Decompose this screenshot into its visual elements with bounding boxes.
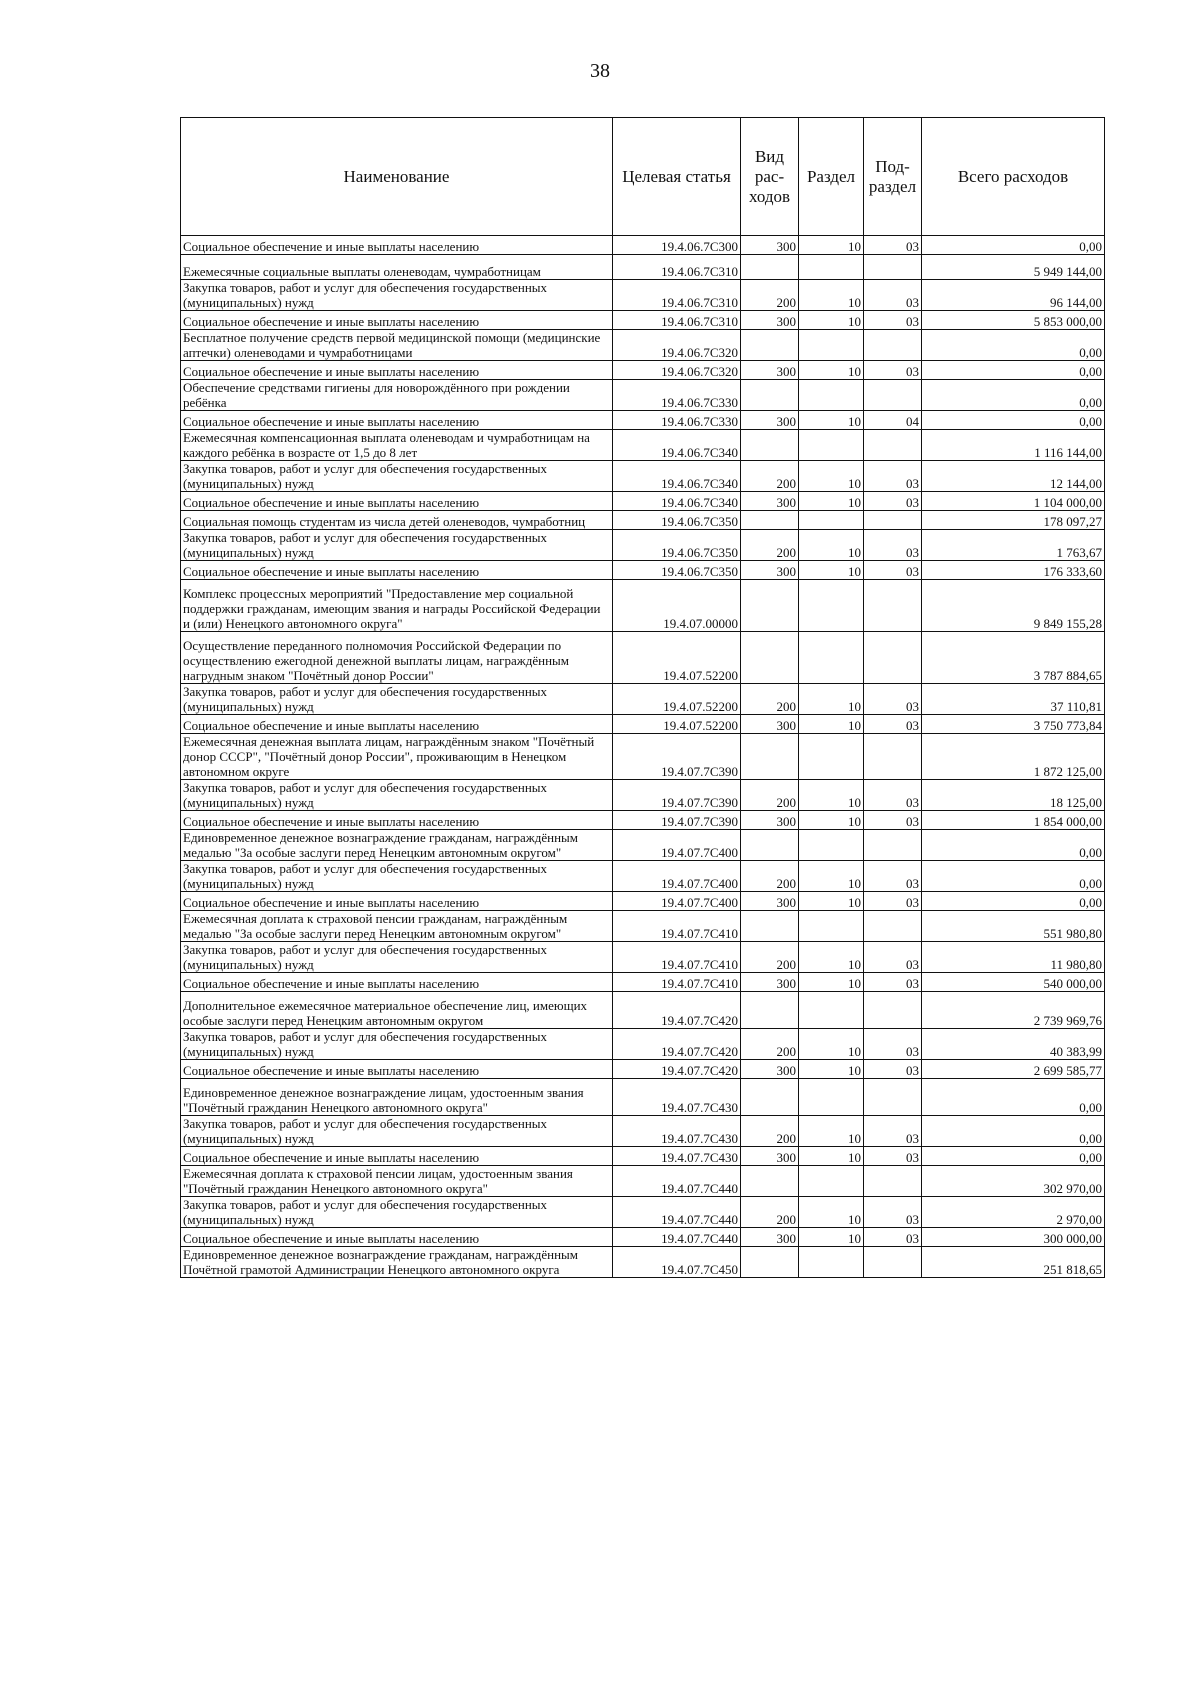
row-subsection-cell: 03 bbox=[864, 780, 922, 811]
row-subsection-cell bbox=[864, 255, 922, 280]
row-section-cell: 10 bbox=[799, 561, 864, 580]
table-row bbox=[181, 861, 1105, 892]
row-subsection-cell: 03 bbox=[864, 973, 922, 992]
table-row bbox=[181, 1029, 1105, 1060]
table-row bbox=[181, 511, 1105, 530]
row-total-cell: 0,00 bbox=[922, 330, 1105, 361]
row-subsection-cell: 03 bbox=[864, 311, 922, 330]
row-target-article-cell: 19.4.07.00000 bbox=[613, 580, 741, 632]
row-total-cell: 176 333,60 bbox=[922, 561, 1105, 580]
row-name-cell: Закупка товаров, работ и услуг для обеспечения государственных (муниципальных) нужд bbox=[181, 780, 613, 811]
row-target-article-cell: 19.4.07.7С450 bbox=[613, 1247, 741, 1278]
row-target-article-cell: 19.4.07.7С400 bbox=[613, 892, 741, 911]
table-row bbox=[181, 632, 1105, 684]
table-row bbox=[181, 1247, 1105, 1278]
row-section-cell bbox=[799, 380, 864, 411]
row-target-article-cell: 19.4.06.7С320 bbox=[613, 330, 741, 361]
row-target-article-cell: 19.4.07.7С440 bbox=[613, 1228, 741, 1247]
row-total-cell: 1 872 125,00 bbox=[922, 734, 1105, 780]
table-row bbox=[181, 330, 1105, 361]
row-total-cell: 300 000,00 bbox=[922, 1228, 1105, 1247]
row-section-cell: 10 bbox=[799, 1147, 864, 1166]
row-subsection-cell: 03 bbox=[864, 942, 922, 973]
row-section-cell: 10 bbox=[799, 684, 864, 715]
row-section-cell: 10 bbox=[799, 1029, 864, 1060]
table-row bbox=[181, 236, 1105, 255]
table-row bbox=[181, 780, 1105, 811]
row-total-cell: 540 000,00 bbox=[922, 973, 1105, 992]
row-section-cell: 10 bbox=[799, 1060, 864, 1079]
column-header-target-article: Целевая статья bbox=[613, 118, 741, 236]
table-row bbox=[181, 973, 1105, 992]
row-name-cell: Закупка товаров, работ и услуг для обеспечения государственных (муниципальных) нужд bbox=[181, 1116, 613, 1147]
budget-table bbox=[180, 117, 1105, 1278]
row-total-cell: 0,00 bbox=[922, 361, 1105, 380]
row-target-article-cell: 19.4.07.7С420 bbox=[613, 1060, 741, 1079]
row-target-article-cell: 19.4.07.7С390 bbox=[613, 734, 741, 780]
row-section-cell: 10 bbox=[799, 361, 864, 380]
row-name-cell: Социальное обеспечение и иные выплаты населению bbox=[181, 1228, 613, 1247]
row-expense-type-cell bbox=[741, 430, 799, 461]
row-name-cell: Ежемесячная доплата к страховой пенсии гражданам, награждённым медалью "За особые заслуги перед Ненецким автономным округом" bbox=[181, 911, 613, 942]
row-expense-type-cell: 300 bbox=[741, 1147, 799, 1166]
row-name-cell: Ежемесячная доплата к страховой пенсии лицам, удостоенным звания "Почётный гражданин Ненецкого автономного округа" bbox=[181, 1166, 613, 1197]
table-row bbox=[181, 1116, 1105, 1147]
row-name-cell: Комплекс процессных мероприятий "Предоставление мер социальной поддержки гражданам, имеющим звания и награды Российской Федерации и (или) Ненецкого автономного округа" bbox=[181, 580, 613, 632]
table-row bbox=[181, 430, 1105, 461]
row-target-article-cell: 19.4.06.7С330 bbox=[613, 411, 741, 430]
table-row bbox=[181, 361, 1105, 380]
row-section-cell: 10 bbox=[799, 461, 864, 492]
table-row bbox=[181, 380, 1105, 411]
row-section-cell: 10 bbox=[799, 861, 864, 892]
row-name-cell: Закупка товаров, работ и услуг для обеспечения государственных (муниципальных) нужд bbox=[181, 861, 613, 892]
row-section-cell: 10 bbox=[799, 973, 864, 992]
row-name-cell: Бесплатное получение средств первой медицинской помощи (медицинские аптечки) оленеводами и чумработницами bbox=[181, 330, 613, 361]
row-subsection-cell bbox=[864, 992, 922, 1029]
row-target-article-cell: 19.4.06.7С350 bbox=[613, 530, 741, 561]
row-name-cell: Социальное обеспечение и иные выплаты населению bbox=[181, 361, 613, 380]
column-header-subsection: Под-раздел bbox=[864, 118, 922, 236]
row-expense-type-cell bbox=[741, 1166, 799, 1197]
row-expense-type-cell bbox=[741, 734, 799, 780]
row-expense-type-cell bbox=[741, 511, 799, 530]
row-name-cell: Ежемесячная компенсационная выплата оленеводам и чумработницам на каждого ребёнка в возрасте от 1,5 до 8 лет bbox=[181, 430, 613, 461]
row-expense-type-cell: 200 bbox=[741, 861, 799, 892]
row-target-article-cell: 19.4.06.7С350 bbox=[613, 561, 741, 580]
table-row bbox=[181, 992, 1105, 1029]
row-total-cell: 0,00 bbox=[922, 830, 1105, 861]
row-target-article-cell: 19.4.07.7С400 bbox=[613, 830, 741, 861]
row-total-cell: 18 125,00 bbox=[922, 780, 1105, 811]
table-row bbox=[181, 1197, 1105, 1228]
row-section-cell bbox=[799, 830, 864, 861]
row-name-cell: Социальное обеспечение и иные выплаты населению bbox=[181, 973, 613, 992]
row-subsection-cell: 03 bbox=[864, 530, 922, 561]
table-row bbox=[181, 411, 1105, 430]
row-subsection-cell bbox=[864, 430, 922, 461]
row-expense-type-cell bbox=[741, 911, 799, 942]
row-name-cell: Социальное обеспечение и иные выплаты населению bbox=[181, 715, 613, 734]
row-target-article-cell: 19.4.06.7С310 bbox=[613, 311, 741, 330]
row-name-cell: Закупка товаров, работ и услуг для обеспечения государственных (муниципальных) нужд bbox=[181, 942, 613, 973]
row-target-article-cell: 19.4.06.7С340 bbox=[613, 430, 741, 461]
row-total-cell: 11 980,80 bbox=[922, 942, 1105, 973]
row-target-article-cell: 19.4.06.7С350 bbox=[613, 511, 741, 530]
row-expense-type-cell bbox=[741, 1247, 799, 1278]
row-name-cell: Социальное обеспечение и иные выплаты населению bbox=[181, 311, 613, 330]
row-name-cell: Социальное обеспечение и иные выплаты населению bbox=[181, 1060, 613, 1079]
row-subsection-cell: 03 bbox=[864, 1116, 922, 1147]
row-subsection-cell bbox=[864, 911, 922, 942]
row-target-article-cell: 19.4.06.7С340 bbox=[613, 461, 741, 492]
row-name-cell: Закупка товаров, работ и услуг для обеспечения государственных (муниципальных) нужд bbox=[181, 461, 613, 492]
row-target-article-cell: 19.4.07.7С410 bbox=[613, 973, 741, 992]
table-row bbox=[181, 942, 1105, 973]
row-subsection-cell: 03 bbox=[864, 1060, 922, 1079]
row-section-cell bbox=[799, 255, 864, 280]
row-name-cell: Ежемесячные социальные выплаты оленеводам, чумработницам bbox=[181, 255, 613, 280]
row-expense-type-cell: 300 bbox=[741, 311, 799, 330]
row-target-article-cell: 19.4.07.7С440 bbox=[613, 1166, 741, 1197]
row-total-cell: 5 853 000,00 bbox=[922, 311, 1105, 330]
row-expense-type-cell bbox=[741, 330, 799, 361]
row-total-cell: 0,00 bbox=[922, 1116, 1105, 1147]
table-row bbox=[181, 280, 1105, 311]
row-name-cell: Закупка товаров, работ и услуг для обеспечения государственных (муниципальных) нужд bbox=[181, 1197, 613, 1228]
row-total-cell: 251 818,65 bbox=[922, 1247, 1105, 1278]
row-subsection-cell bbox=[864, 830, 922, 861]
row-section-cell bbox=[799, 1247, 864, 1278]
row-total-cell: 3 750 773,84 bbox=[922, 715, 1105, 734]
row-expense-type-cell bbox=[741, 632, 799, 684]
row-expense-type-cell: 300 bbox=[741, 361, 799, 380]
row-total-cell: 37 110,81 bbox=[922, 684, 1105, 715]
page-number: 38 bbox=[590, 60, 610, 82]
row-section-cell bbox=[799, 511, 864, 530]
row-subsection-cell: 03 bbox=[864, 861, 922, 892]
row-target-article-cell: 19.4.06.7С310 bbox=[613, 255, 741, 280]
row-subsection-cell bbox=[864, 380, 922, 411]
table-row bbox=[181, 561, 1105, 580]
row-subsection-cell bbox=[864, 1166, 922, 1197]
row-target-article-cell: 19.4.06.7С310 bbox=[613, 280, 741, 311]
row-target-article-cell: 19.4.07.7С420 bbox=[613, 992, 741, 1029]
row-target-article-cell: 19.4.06.7С330 bbox=[613, 380, 741, 411]
table-row bbox=[181, 684, 1105, 715]
row-target-article-cell: 19.4.07.7С430 bbox=[613, 1079, 741, 1116]
row-expense-type-cell: 300 bbox=[741, 892, 799, 911]
table-row bbox=[181, 492, 1105, 511]
row-expense-type-cell: 300 bbox=[741, 1060, 799, 1079]
row-name-cell: Социальное обеспечение и иные выплаты населению bbox=[181, 561, 613, 580]
row-subsection-cell: 03 bbox=[864, 461, 922, 492]
row-section-cell: 10 bbox=[799, 311, 864, 330]
row-expense-type-cell: 200 bbox=[741, 942, 799, 973]
row-expense-type-cell bbox=[741, 1079, 799, 1116]
column-header-name: Наименование bbox=[181, 118, 613, 236]
row-subsection-cell: 03 bbox=[864, 1197, 922, 1228]
table-row bbox=[181, 255, 1105, 280]
row-subsection-cell bbox=[864, 1079, 922, 1116]
row-total-cell: 2 739 969,76 bbox=[922, 992, 1105, 1029]
row-section-cell: 10 bbox=[799, 236, 864, 255]
table-header-row bbox=[181, 118, 1105, 236]
row-name-cell: Социальное обеспечение и иные выплаты населению bbox=[181, 492, 613, 511]
row-expense-type-cell: 200 bbox=[741, 684, 799, 715]
row-section-cell: 10 bbox=[799, 1116, 864, 1147]
row-target-article-cell: 19.4.07.52200 bbox=[613, 684, 741, 715]
row-total-cell: 0,00 bbox=[922, 236, 1105, 255]
row-subsection-cell: 03 bbox=[864, 684, 922, 715]
row-target-article-cell: 19.4.07.7С390 bbox=[613, 811, 741, 830]
row-total-cell: 9 849 155,28 bbox=[922, 580, 1105, 632]
column-header-section: Раздел bbox=[799, 118, 864, 236]
row-target-article-cell: 19.4.07.7С390 bbox=[613, 780, 741, 811]
row-subsection-cell bbox=[864, 632, 922, 684]
table-row bbox=[181, 892, 1105, 911]
row-name-cell: Закупка товаров, работ и услуг для обеспечения государственных (муниципальных) нужд bbox=[181, 1029, 613, 1060]
row-subsection-cell: 03 bbox=[864, 715, 922, 734]
column-header-total: Всего расходов bbox=[922, 118, 1105, 236]
row-expense-type-cell: 200 bbox=[741, 1029, 799, 1060]
row-name-cell: Единовременное денежное вознаграждение гражданам, награждённым Почётной грамотой Администрации Ненецкого автономного округа bbox=[181, 1247, 613, 1278]
row-target-article-cell: 19.4.07.7С430 bbox=[613, 1116, 741, 1147]
table-row bbox=[181, 911, 1105, 942]
row-expense-type-cell: 300 bbox=[741, 561, 799, 580]
row-subsection-cell bbox=[864, 734, 922, 780]
row-total-cell: 0,00 bbox=[922, 861, 1105, 892]
row-expense-type-cell: 200 bbox=[741, 780, 799, 811]
row-total-cell: 0,00 bbox=[922, 1079, 1105, 1116]
row-expense-type-cell: 300 bbox=[741, 236, 799, 255]
row-name-cell: Закупка товаров, работ и услуг для обеспечения государственных (муниципальных) нужд bbox=[181, 280, 613, 311]
row-target-article-cell: 19.4.07.7С410 bbox=[613, 911, 741, 942]
row-total-cell: 40 383,99 bbox=[922, 1029, 1105, 1060]
row-target-article-cell: 19.4.07.7С420 bbox=[613, 1029, 741, 1060]
row-section-cell: 10 bbox=[799, 811, 864, 830]
row-expense-type-cell: 200 bbox=[741, 530, 799, 561]
row-name-cell: Единовременное денежное вознаграждение гражданам, награждённым медалью "За особые заслуги перед Ненецким автономным округом" bbox=[181, 830, 613, 861]
row-section-cell: 10 bbox=[799, 942, 864, 973]
row-section-cell bbox=[799, 330, 864, 361]
row-section-cell bbox=[799, 734, 864, 780]
row-name-cell: Единовременное денежное вознаграждение лицам, удостоенным звания "Почётный гражданин Ненецкого автономного округа" bbox=[181, 1079, 613, 1116]
row-name-cell: Социальное обеспечение и иные выплаты населению bbox=[181, 892, 613, 911]
row-total-cell: 2 699 585,77 bbox=[922, 1060, 1105, 1079]
row-section-cell: 10 bbox=[799, 280, 864, 311]
row-section-cell bbox=[799, 430, 864, 461]
row-section-cell: 10 bbox=[799, 530, 864, 561]
row-subsection-cell: 03 bbox=[864, 892, 922, 911]
row-expense-type-cell bbox=[741, 830, 799, 861]
table-row bbox=[181, 1228, 1105, 1247]
table-row bbox=[181, 1079, 1105, 1116]
row-subsection-cell bbox=[864, 580, 922, 632]
table-row bbox=[181, 1166, 1105, 1197]
row-subsection-cell: 04 bbox=[864, 411, 922, 430]
row-section-cell: 10 bbox=[799, 1197, 864, 1228]
row-target-article-cell: 19.4.07.7С430 bbox=[613, 1147, 741, 1166]
table-row bbox=[181, 1060, 1105, 1079]
column-header-expense-type: Вид рас-ходов bbox=[741, 118, 799, 236]
row-section-cell: 10 bbox=[799, 1228, 864, 1247]
row-subsection-cell bbox=[864, 330, 922, 361]
row-subsection-cell: 03 bbox=[864, 811, 922, 830]
row-expense-type-cell: 300 bbox=[741, 411, 799, 430]
row-expense-type-cell bbox=[741, 380, 799, 411]
row-section-cell bbox=[799, 1079, 864, 1116]
row-section-cell bbox=[799, 911, 864, 942]
row-section-cell: 10 bbox=[799, 715, 864, 734]
row-subsection-cell: 03 bbox=[864, 492, 922, 511]
row-section-cell: 10 bbox=[799, 411, 864, 430]
row-total-cell: 302 970,00 bbox=[922, 1166, 1105, 1197]
row-name-cell: Дополнительное ежемесячное материальное обеспечение лиц, имеющих особые заслуги перед Ненецким автономным округом bbox=[181, 992, 613, 1029]
row-expense-type-cell: 300 bbox=[741, 492, 799, 511]
row-total-cell: 3 787 884,65 bbox=[922, 632, 1105, 684]
row-target-article-cell: 19.4.07.7С410 bbox=[613, 942, 741, 973]
row-target-article-cell: 19.4.07.52200 bbox=[613, 632, 741, 684]
row-name-cell: Осуществление переданного полномочия Российской Федерации по осуществлению ежегодной денежной выплаты лицам, награждённым нагрудным знаком "Почётный донор России" bbox=[181, 632, 613, 684]
row-target-article-cell: 19.4.06.7С340 bbox=[613, 492, 741, 511]
row-expense-type-cell: 200 bbox=[741, 461, 799, 492]
row-section-cell: 10 bbox=[799, 492, 864, 511]
row-name-cell: Социальное обеспечение и иные выплаты населению bbox=[181, 1147, 613, 1166]
table-body bbox=[181, 236, 1105, 1278]
row-section-cell: 10 bbox=[799, 892, 864, 911]
row-expense-type-cell: 200 bbox=[741, 280, 799, 311]
row-total-cell: 1 854 000,00 bbox=[922, 811, 1105, 830]
row-name-cell: Социальное обеспечение и иные выплаты населению bbox=[181, 811, 613, 830]
row-subsection-cell: 03 bbox=[864, 561, 922, 580]
row-total-cell: 0,00 bbox=[922, 1147, 1105, 1166]
row-total-cell: 1 104 000,00 bbox=[922, 492, 1105, 511]
row-total-cell: 0,00 bbox=[922, 380, 1105, 411]
table-row bbox=[181, 580, 1105, 632]
row-total-cell: 96 144,00 bbox=[922, 280, 1105, 311]
table-row bbox=[181, 734, 1105, 780]
row-target-article-cell: 19.4.06.7С300 bbox=[613, 236, 741, 255]
row-name-cell: Социальное обеспечение и иные выплаты населению bbox=[181, 411, 613, 430]
row-subsection-cell: 03 bbox=[864, 280, 922, 311]
table-row bbox=[181, 1147, 1105, 1166]
row-expense-type-cell bbox=[741, 992, 799, 1029]
row-name-cell: Ежемесячная денежная выплата лицам, награждённым знаком "Почётный донор СССР", "Почётный донор России", проживающим в Ненецком автономном округе bbox=[181, 734, 613, 780]
row-section-cell bbox=[799, 580, 864, 632]
row-subsection-cell: 03 bbox=[864, 1029, 922, 1060]
row-expense-type-cell bbox=[741, 255, 799, 280]
row-total-cell: 2 970,00 bbox=[922, 1197, 1105, 1228]
row-subsection-cell: 03 bbox=[864, 1147, 922, 1166]
table-row bbox=[181, 530, 1105, 561]
row-name-cell: Закупка товаров, работ и услуг для обеспечения государственных (муниципальных) нужд bbox=[181, 530, 613, 561]
row-section-cell bbox=[799, 1166, 864, 1197]
row-total-cell: 0,00 bbox=[922, 411, 1105, 430]
row-total-cell: 5 949 144,00 bbox=[922, 255, 1105, 280]
row-section-cell: 10 bbox=[799, 780, 864, 811]
row-name-cell: Обеспечение средствами гигиены для новорождённого при рождении ребёнка bbox=[181, 380, 613, 411]
row-expense-type-cell: 200 bbox=[741, 1116, 799, 1147]
row-total-cell: 1 763,67 bbox=[922, 530, 1105, 561]
row-target-article-cell: 19.4.07.7С400 bbox=[613, 861, 741, 892]
row-target-article-cell: 19.4.07.7С440 bbox=[613, 1197, 741, 1228]
table-row bbox=[181, 811, 1105, 830]
row-expense-type-cell bbox=[741, 580, 799, 632]
row-total-cell: 551 980,80 bbox=[922, 911, 1105, 942]
row-total-cell: 12 144,00 bbox=[922, 461, 1105, 492]
row-subsection-cell bbox=[864, 1247, 922, 1278]
row-subsection-cell bbox=[864, 511, 922, 530]
row-section-cell bbox=[799, 992, 864, 1029]
row-subsection-cell: 03 bbox=[864, 236, 922, 255]
table-row bbox=[181, 311, 1105, 330]
row-subsection-cell: 03 bbox=[864, 1228, 922, 1247]
row-total-cell: 1 116 144,00 bbox=[922, 430, 1105, 461]
row-expense-type-cell: 200 bbox=[741, 1197, 799, 1228]
row-total-cell: 178 097,27 bbox=[922, 511, 1105, 530]
table-row bbox=[181, 715, 1105, 734]
row-expense-type-cell: 300 bbox=[741, 715, 799, 734]
row-target-article-cell: 19.4.07.52200 bbox=[613, 715, 741, 734]
row-subsection-cell: 03 bbox=[864, 361, 922, 380]
row-name-cell: Закупка товаров, работ и услуг для обеспечения государственных (муниципальных) нужд bbox=[181, 684, 613, 715]
row-expense-type-cell: 300 bbox=[741, 811, 799, 830]
row-total-cell: 0,00 bbox=[922, 892, 1105, 911]
row-target-article-cell: 19.4.06.7С320 bbox=[613, 361, 741, 380]
row-name-cell: Социальная помощь студентам из числа детей оленеводов, чумработниц bbox=[181, 511, 613, 530]
row-name-cell: Социальное обеспечение и иные выплаты населению bbox=[181, 236, 613, 255]
row-section-cell bbox=[799, 632, 864, 684]
table-row bbox=[181, 830, 1105, 861]
table-row bbox=[181, 461, 1105, 492]
row-expense-type-cell: 300 bbox=[741, 1228, 799, 1247]
row-expense-type-cell: 300 bbox=[741, 973, 799, 992]
